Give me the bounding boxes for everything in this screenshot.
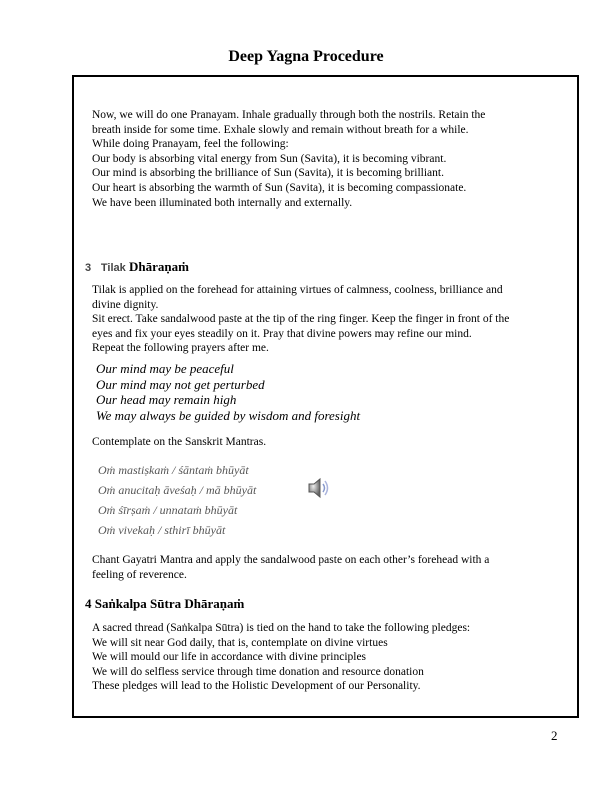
mantra-line: Oṁ anucitaḥ āveśaḥ / mā bhūyāt xyxy=(98,483,257,497)
section-number: 3 xyxy=(85,262,92,274)
section-title: Saṅkalpa Sūtra Dhāraṇaṁ xyxy=(94,596,245,611)
text-line: Our mind is absorbing the brilliance of Sun (Savita), it is becoming brilliant. xyxy=(92,167,444,180)
prayer-line: Our mind may be peaceful xyxy=(96,361,234,376)
section-3-paragraph xyxy=(92,283,509,356)
mantra-line: Oṁ śīrṣaṁ / unnataṁ bhūyāt xyxy=(98,503,238,517)
text-line: We will do selfless service through time donation and resource donation xyxy=(92,665,424,678)
text-line: Tilak is applied on the forehead for attaining virtues of calmness, coolness, brilliance and xyxy=(92,284,503,296)
prayer-list xyxy=(96,361,360,423)
text-line: While doing Pranayam, feel the following: xyxy=(92,138,289,151)
prayer-line: Our head may remain high xyxy=(96,392,237,407)
text-line: Repeat the following prayers after me. xyxy=(92,342,269,355)
text-line: breath inside for some time. Exhale slowly and remain without breath for a while. xyxy=(92,123,469,136)
text-line: We will mould our life in accordance with divine principles xyxy=(92,651,367,664)
prayer-line: We may always be guided by wisdom and foresight xyxy=(96,407,361,423)
section-prefix: Tilak xyxy=(100,262,126,274)
section-title: Dhāraṇaṁ xyxy=(129,259,189,274)
page-number: 2 xyxy=(551,728,558,743)
section-4-heading xyxy=(85,596,244,612)
text-line: Our body is absorbing vital energy from Sun (Savita), it is becoming vibrant. xyxy=(92,152,447,165)
text-line: Our heart is absorbing the warmth of Sun (Savita), it is becoming compassionate. xyxy=(92,181,467,194)
text-line: These pledges will lead to the Holistic Development of our Personality. xyxy=(92,680,421,693)
speaker-icon[interactable] xyxy=(306,477,330,499)
text-line: A sacred thread (Saṅkalpa Sūtra) is tied on the hand to take the following pledges: xyxy=(92,622,471,634)
text-line: Now, we will do one Pranayam. Inhale gradually through both the nostrils. Retain the xyxy=(92,109,486,121)
text-line: We will sit near God daily, that is, contemplate on divine virtues xyxy=(92,636,388,649)
contemplate-text: Contemplate on the Sanskrit Mantras. xyxy=(92,436,267,448)
section-3-heading xyxy=(85,259,189,275)
text-line: We have been illuminated both internally and externally. xyxy=(92,196,353,209)
mantra-list xyxy=(98,460,256,540)
text-line: Sit erect. Take sandalwood paste at the tip of the ring finger. Keep the finger in front of the xyxy=(92,313,510,326)
prayer-line: Our mind may not get perturbed xyxy=(96,376,265,392)
mantra-line: Oṁ mastiṣkaṁ / śāntaṁ bhūyāt xyxy=(98,463,249,477)
intro-paragraph xyxy=(92,108,485,210)
page-title: Deep Yagna Procedure xyxy=(228,48,384,65)
text-line: eyes and fix your eyes steadily on it. Pray that divine powers may refine our mind. xyxy=(92,327,472,340)
mantra-line: Oṁ vivekaḥ / sthirī bhūyāt xyxy=(98,523,226,537)
text-line: feeling of reverence. xyxy=(92,568,187,581)
text-line: divine dignity. xyxy=(92,298,159,311)
section-3-closing xyxy=(92,553,489,582)
section-number: 4 xyxy=(85,596,92,611)
text-line: Chant Gayatri Mantra and apply the sandalwood paste on each other’s forehead with a xyxy=(92,554,490,566)
section-4-paragraph xyxy=(92,621,470,694)
